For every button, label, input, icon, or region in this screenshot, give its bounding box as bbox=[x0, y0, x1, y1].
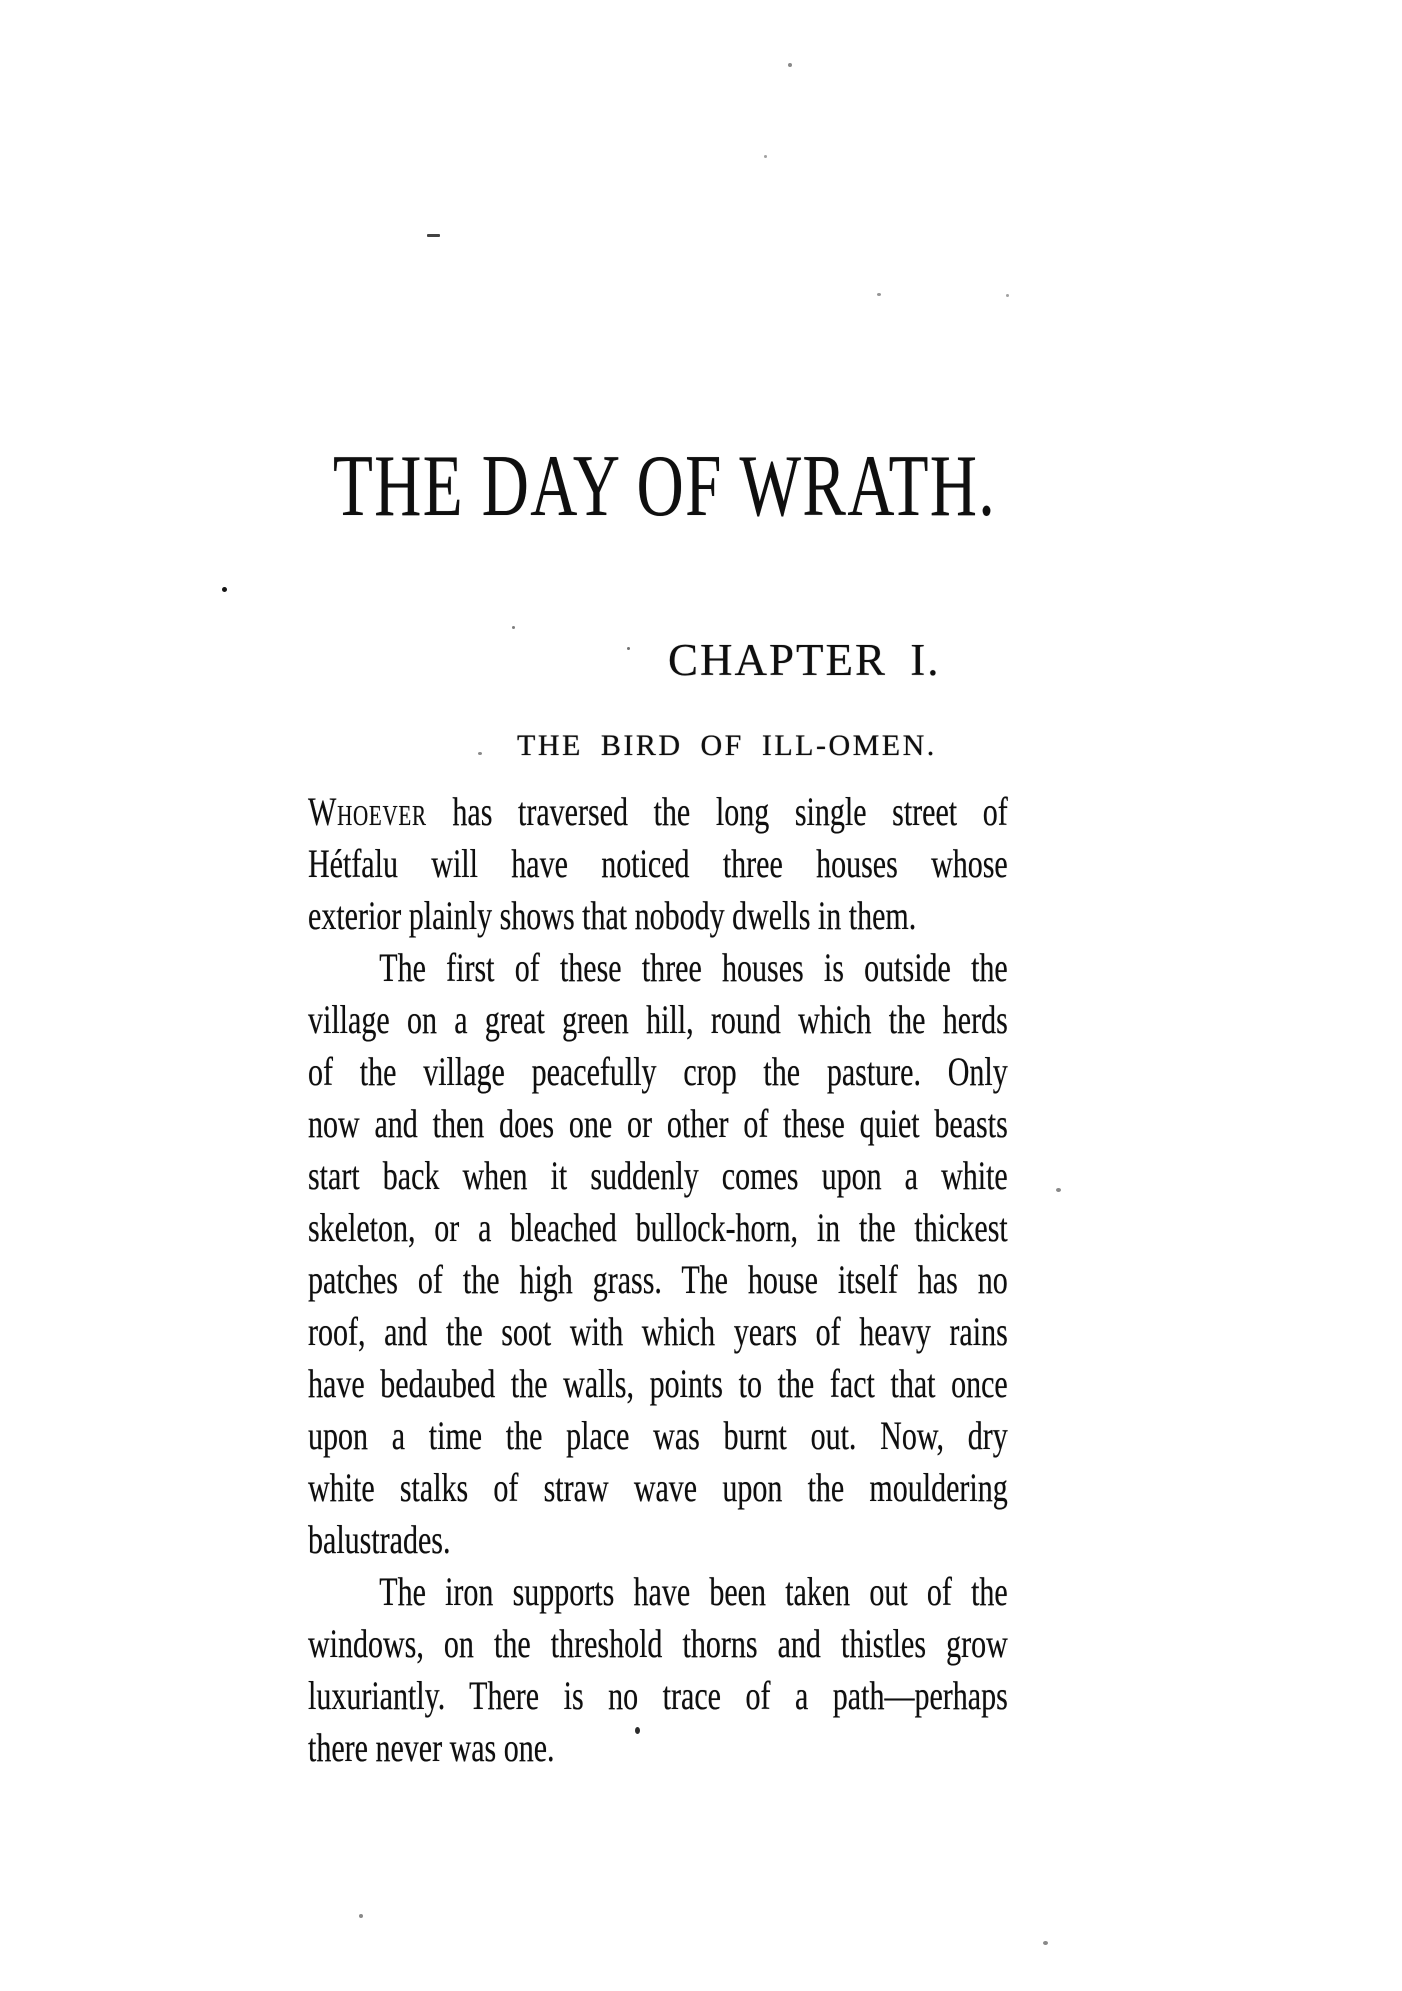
smallcaps-lead: Whoever bbox=[308, 789, 427, 834]
scan-speck bbox=[1056, 1188, 1061, 1192]
text-line: upon a time the place was burnt out. Now, dry bbox=[308, 1413, 1008, 1458]
text-line: roof, and the soot with which years of heavy rains bbox=[308, 1309, 1008, 1354]
book-title: THE DAY OF WRATH. bbox=[333, 438, 997, 535]
scan-speck bbox=[877, 293, 881, 296]
body-text bbox=[308, 786, 1008, 1774]
scan-speck bbox=[1043, 1941, 1048, 1945]
text-line: village on a great green hill, round which the herds bbox=[308, 997, 1008, 1042]
text-line: The first of these three houses is outside the bbox=[379, 945, 1008, 990]
text-line: start back when it suddenly comes upon a white bbox=[308, 1153, 1008, 1198]
text-line: skeleton, or a bleached bullock-horn, in the thickest bbox=[308, 1205, 1008, 1250]
scan-speck bbox=[222, 587, 227, 592]
scan-speck bbox=[627, 647, 630, 650]
scan-speck bbox=[512, 626, 515, 629]
text-line: windows, on the threshold thorns and thistles grow bbox=[308, 1621, 1008, 1666]
text-line: Hétfalu will have noticed three houses whose bbox=[308, 841, 1008, 886]
paragraph bbox=[308, 786, 1008, 942]
text-line: luxuriantly. There is no trace of a path—perhaps bbox=[308, 1673, 1008, 1718]
text-line: balustrades. bbox=[308, 1517, 451, 1562]
scan-speck bbox=[788, 63, 792, 67]
text-line: The iron supports have been taken out of the bbox=[379, 1569, 1008, 1614]
scan-speck bbox=[635, 1727, 640, 1734]
text-line: patches of the high grass. The house itself has no bbox=[308, 1257, 1008, 1302]
text-line: of the village peacefully crop the pasture. Only bbox=[308, 1049, 1008, 1094]
text-line: Whoever has traversed the long single street of bbox=[308, 789, 1008, 834]
text-line: have bedaubed the walls, points to the fact that once bbox=[308, 1361, 1008, 1406]
scan-speck bbox=[478, 752, 482, 755]
chapter-heading: CHAPTER I. bbox=[668, 635, 941, 685]
text-line: now and then does one or other of these quiet beasts bbox=[308, 1101, 1008, 1146]
paragraph bbox=[308, 942, 1008, 1566]
scan-speck bbox=[427, 234, 440, 237]
scan-speck bbox=[764, 155, 767, 158]
text-line: there never was one. bbox=[308, 1725, 555, 1770]
text-line: white stalks of straw wave upon the mouldering bbox=[308, 1465, 1008, 1510]
scan-speck bbox=[1006, 294, 1009, 297]
paragraph bbox=[308, 1566, 1008, 1774]
section-heading: THE BIRD OF ILL-OMEN. bbox=[517, 729, 937, 762]
text-line: exterior plainly shows that nobody dwells in them. bbox=[308, 893, 917, 938]
scan-speck bbox=[359, 1914, 363, 1918]
